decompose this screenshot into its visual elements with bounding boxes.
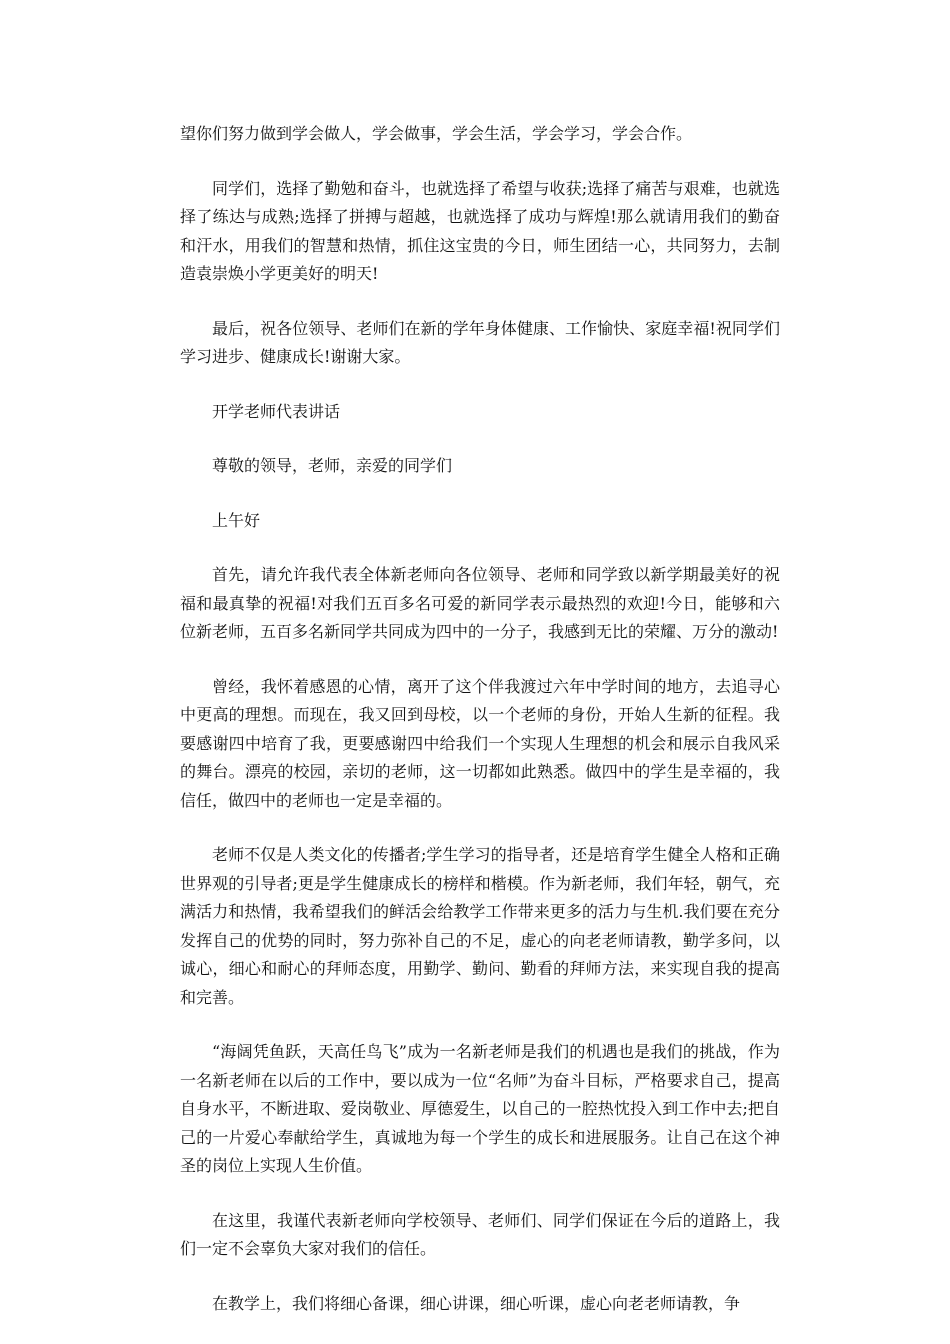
paragraph-students-choice: 同学们，选择了勤勉和奋斗，也就选择了希望与收获;选择了痛苦与艰难，也就选择了练达与成熟;选择了拼搏与超越，也就选择了成功与辉煌!那么就请用我们的勤奋和汗水，用我们的智慧和热情，抓住这宝贵的今日，师生团结一心，共同努力，去制造袁崇焕小学更美好的明天! — [180, 178, 780, 283]
document-body — [180, 120, 780, 1344]
paragraph-closing-wishes: 最后，祝各位领导、老师们在新的学年身体健康、工作愉快、家庭幸福!祝同学们学习进步、健康成长!谢谢大家。 — [180, 318, 780, 366]
paragraph-welcome: 首先，请允许我代表全体新老师向各位领导、老师和同学致以新学期最美好的祝福和最真挚的祝福!对我们五百多名可爱的新同学表示最热烈的欢迎!今日，能够和六位新老师，五百多名新同学共同成为四中的一分子，我感到无比的荣耀、万分的激动! — [180, 565, 780, 641]
paragraph-continued-intro: 望你们努力做到学会做人，学会做事，学会生活，学会学习，学会合作。 — [180, 124, 693, 143]
greeting: 上午好 — [212, 510, 261, 530]
paragraph-return-to-school: 曾经，我怀着感恩的心情，离开了这个伴我渡过六年中学时间的地方，去追寻心中更高的理想。而现在，我又回到母校，以一个老师的身份，开始人生新的征程。我要感谢四中培育了我，更要感谢四中给我们一个实现人生理想的机会和展示自我风采的舞台。漂亮的校园，亲切的老师，这一切都如此熟悉。做四中的学生是幸福的，我信任，做四中的老师也一定是幸福的。 — [180, 676, 780, 810]
paragraph-teaching: 在教学上，我们将细心备课，细心讲课，细心听课，虚心向老老师请教，争 — [212, 1293, 741, 1313]
paragraph-challenge: “海阔凭鱼跃，天高任鸟飞”成为一名新老师是我们的机遇也是我们的挑战，作为一名新老师在以后的工作中，要以成为一位“名师”为奋斗目标，严格要求自己，提高自身水平，不断进取、爱岗敬业、厚德爱生，以自己的一腔热忱投入到工作中去;把自己的一片爱心奉献给学生，真诚地为每一个学生的成长和进展服务。让自己在这个神圣的岗位上实现人生价值。 — [180, 1042, 780, 1175]
paragraph-promise: 在这里，我谨代表新老师向学校领导、老师们、同学们保证在今后的道路上，我们一定不会辜负大家对我们的信任。 — [180, 1210, 780, 1258]
salutation: 尊敬的领导，老师，亲爱的同学们 — [212, 456, 453, 475]
section-title: 开学老师代表讲话 — [212, 401, 341, 421]
paragraph-teacher-role: 老师不仅是人类文化的传播者;学生学习的指导者，还是培育学生健全人格和正确世界观的引导者;更是学生健康成长的榜样和楷模。作为新老师，我们年轻，朝气，充满活力和热情，我希望我们的鲜活会给教学工作带来更多的活力与生机.我们要在充分发挥自己的优势的同时，努力弥补自己的不足，虚心的向老老师请教，勤学多问，以诚心，细心和耐心的拜师态度，用勤学、勤问、勤看的拜师方法，来实现自我的提高和完善。 — [180, 845, 780, 1007]
